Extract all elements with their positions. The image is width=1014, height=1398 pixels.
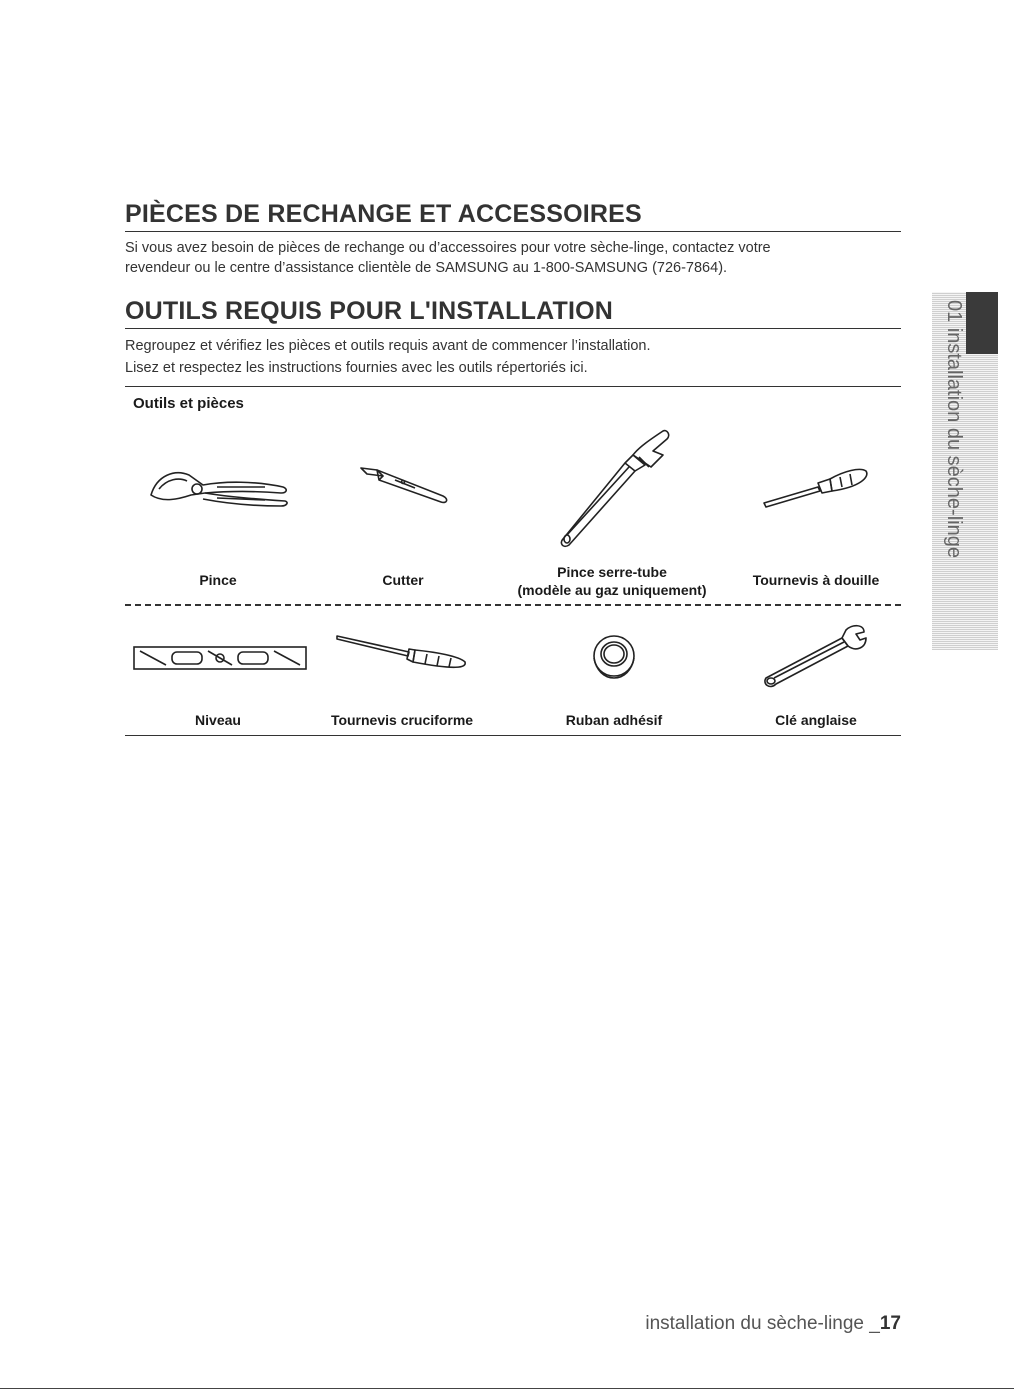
tool-label-cutter: Cutter: [382, 572, 424, 588]
phillips-screwdriver-icon: [335, 632, 470, 672]
tool-label-pince-serre-tube-note: (modèle au gaz uniquement): [517, 582, 707, 598]
table-bottom-rule: [125, 735, 901, 736]
level-icon: [132, 643, 308, 673]
tool-label-niveau: Niveau: [195, 712, 241, 728]
row-divider: [125, 604, 901, 606]
tool-label-ruban-adhesif: Ruban adhésif: [565, 712, 663, 728]
page-bottom-edge: [0, 1388, 1014, 1389]
adjustable-wrench-icon: [760, 622, 870, 690]
section-title-tools: OUTILS REQUIS POUR L'INSTALLATION: [125, 297, 901, 329]
pliers-icon: [145, 455, 295, 525]
pipe-wrench-icon: [555, 425, 675, 550]
tool-label-tournevis-douille: Tournevis à douille: [752, 572, 880, 588]
parts-paragraph-line2: revendeur ou le centre d’assistance clientèle de SAMSUNG au 1-800-SAMSUNG (726-7864).: [125, 260, 728, 276]
tool-label-pince: Pince: [199, 572, 237, 588]
page-number: 17: [879, 1313, 901, 1334]
socket-screwdriver-icon: [760, 465, 870, 510]
tool-label-tournevis-cruciforme: Tournevis cruciforme: [330, 712, 474, 728]
tape-roll-icon: [590, 632, 638, 682]
tools-intro-line1: Regroupez et vérifiez les pièces et outils requis avant de commencer l’installation.: [125, 338, 651, 354]
section-title-parts: PIÈCES DE RECHANGE ET ACCESSOIRES: [125, 200, 901, 232]
chapter-tab-marker: [966, 292, 998, 354]
table-top-rule: [125, 386, 901, 387]
page-footer: [645, 1313, 901, 1335]
tool-label-cle-anglaise: Clé anglaise: [775, 712, 857, 728]
parts-paragraph-line1: Si vous avez besoin de pièces de rechange ou d’accessoires pour votre sèche-linge, contactez votre: [125, 240, 771, 256]
tools-intro-line2: Lisez et respectez les instructions fournies avec les outils répertoriés ici.: [125, 360, 588, 376]
tool-label-pince-serre-tube: Pince serre-tube: [557, 564, 667, 580]
utility-knife-icon: [355, 462, 455, 507]
footer-text: installation du sèche-linge _: [645, 1313, 880, 1334]
table-header: Outils et pièces: [133, 395, 244, 412]
chapter-tab-label: 01 installation du sèche-linge: [943, 300, 965, 558]
